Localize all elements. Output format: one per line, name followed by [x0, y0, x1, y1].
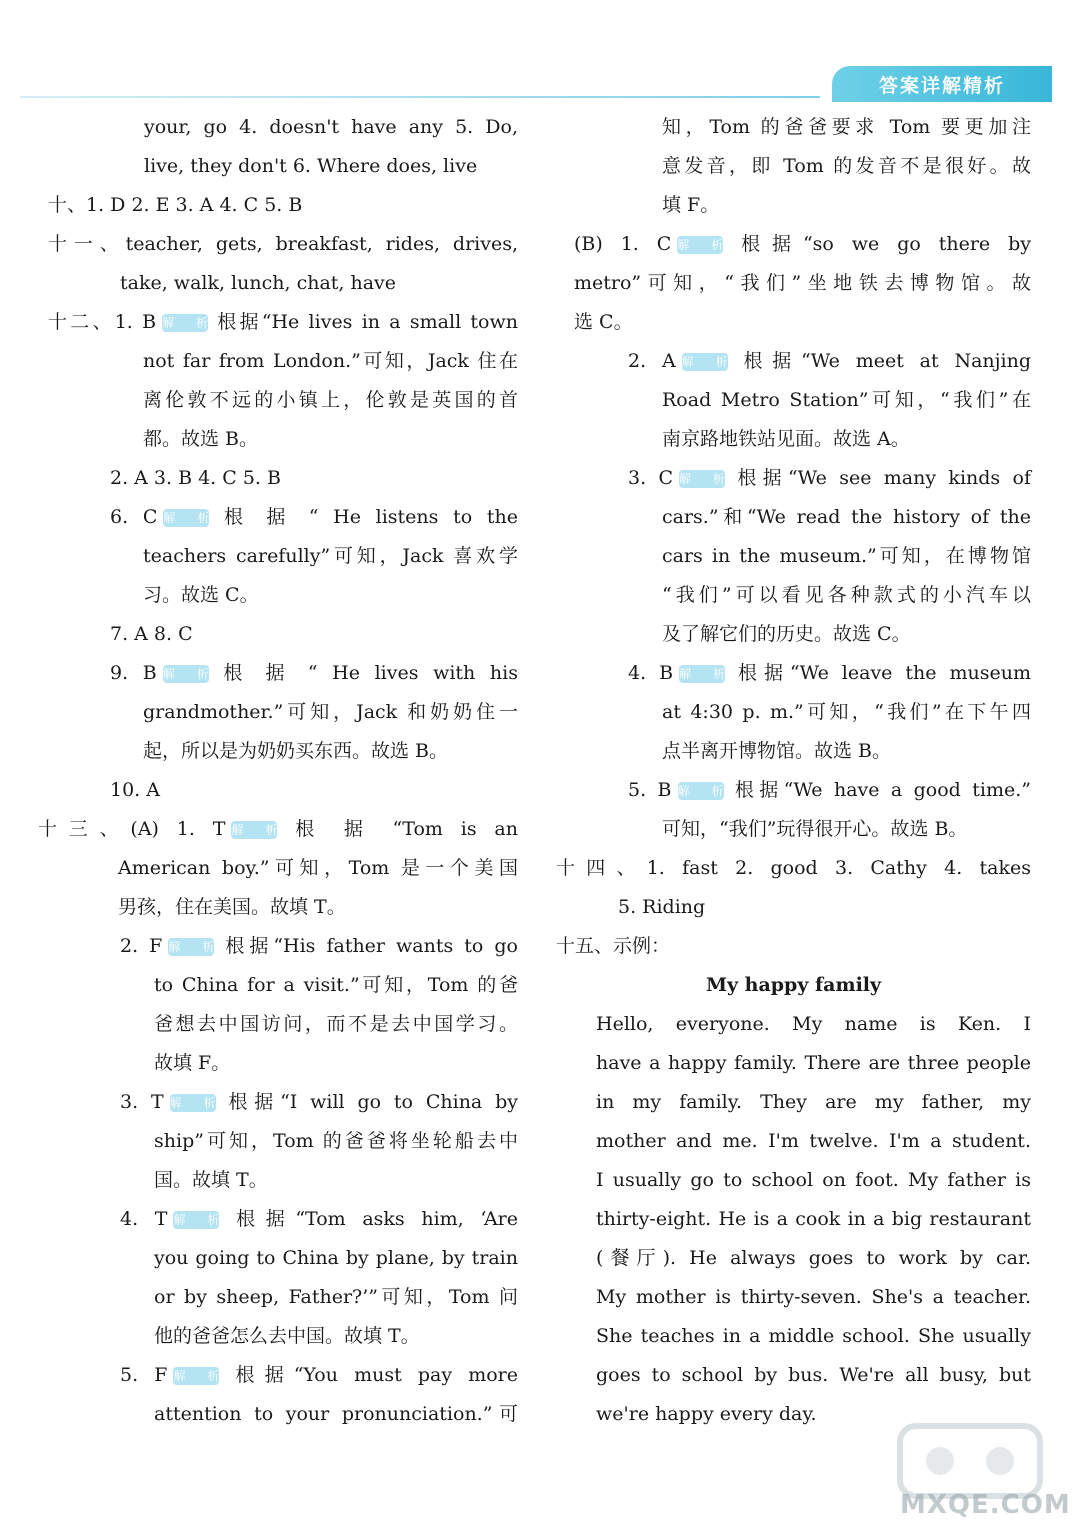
question-number: (B) 1. C	[574, 233, 672, 255]
analysis-tag: 解析	[168, 940, 215, 954]
right-answer-line: 可知，“我们”玩得很开心。故选 B。	[662, 818, 968, 840]
left-answer-line: 7. A 8. C	[110, 623, 193, 645]
analysis-text: 根据“You must pay more	[225, 1364, 518, 1386]
left-answer-line	[48, 927, 518, 966]
analysis-text: 根据“We meet at Nanjing	[733, 350, 1032, 372]
right-answer-line: (餐厅). He always goes to work by car.	[596, 1247, 1031, 1269]
right-answer-line: 南京路地铁站见面。故选 A。	[662, 428, 910, 450]
left-answer-line: 他的爸爸怎么去中国。故填 T。	[154, 1325, 420, 1347]
left-answer-line: 10. A	[110, 779, 160, 801]
watermark-text: MXQE.COM	[900, 1490, 1071, 1520]
analysis-tag: 解析	[679, 472, 726, 486]
right-answer-line: Hello, everyone. My name is Ken. I	[596, 1013, 1031, 1035]
analysis-tag: 解析	[677, 784, 724, 798]
analysis-tag: 解析	[681, 355, 728, 369]
left-answer-line: 离伦敦不远的小镇上，伦敦是英国的首	[143, 389, 518, 411]
left-answer-line	[48, 1356, 518, 1395]
right-answer-line: metro”可知，“我们”坐地铁去博物馆。故	[574, 272, 1031, 294]
question-number: 3. C	[628, 467, 674, 489]
left-answer-line	[48, 498, 518, 537]
right-answer-line: I usually go to school on foot. My father is	[596, 1169, 1031, 1191]
right-answer-line: Road Metro Station”可知，“我们”在	[662, 389, 1031, 411]
right-answer-line	[556, 771, 1031, 810]
right-answer-line: 选 C。	[574, 311, 633, 333]
essay-title: My happy family	[705, 974, 882, 996]
question-number: 十三、(A) 1. T	[38, 818, 226, 840]
right-answer-line: we're happy every day.	[596, 1403, 817, 1425]
left-answer-line: 起，所以是为奶奶买东西。故选 B。	[143, 740, 449, 762]
right-answer-line: 5. Riding	[618, 896, 706, 918]
analysis-text: 根 据 “ He listens to the	[215, 506, 518, 528]
question-number: 3. T	[120, 1091, 164, 1113]
analysis-tag: 解析	[173, 1369, 220, 1383]
right-answer-line	[556, 342, 1031, 381]
question-number: 5. F	[120, 1364, 168, 1386]
right-answer-line: at 4:30 p. m.”可知，“我们”在下午四	[662, 701, 1031, 723]
analysis-text: 根据“Tom asks him, ‘Are	[225, 1208, 519, 1230]
left-answer-line: or by sheep, Father?’”可知，Tom 问	[154, 1286, 518, 1308]
question-number: 十二、1. B	[48, 311, 157, 333]
analysis-text: 根据“I will go to China by	[221, 1091, 518, 1113]
right-answer-line: in my family. They are my father, my	[596, 1091, 1031, 1113]
analysis-text: 根据“We have a good time.”	[729, 779, 1031, 801]
analysis-tag: 解析	[679, 667, 726, 681]
right-answer-line: She teaches in a middle school. She usually	[596, 1325, 1031, 1347]
left-answer-line: 十一、teacher, gets, breakfast, rides, drives,	[48, 233, 518, 255]
left-answer-line: take, walk, lunch, chat, have	[120, 272, 397, 294]
analysis-text: 根据“He lives in a small town	[214, 311, 518, 333]
question-number: 4. T	[120, 1208, 168, 1230]
left-answer-line: grandmother.”可知，Jack 和奶奶住一	[143, 701, 518, 723]
right-answer-line: 十四、1. fast 2. good 3. Cathy 4. takes	[556, 857, 1031, 879]
question-number: 4. B	[628, 662, 674, 684]
left-answer-line: 男孩，住在美国。故填 T。	[118, 896, 346, 918]
left-answer-line: 都。故选 B。	[143, 428, 259, 450]
analysis-tag: 解析	[163, 511, 210, 525]
question-number: 2. A	[628, 350, 676, 372]
left-answer-line: 十、1. D 2. E 3. A 4. C 5. B	[48, 194, 303, 216]
right-answer-line: goes to school by bus. We're all busy, but	[596, 1364, 1031, 1386]
question-number: 6. C	[110, 506, 158, 528]
right-answer-line: thirty-eight. He is a cook in a big restaurant	[596, 1208, 1031, 1230]
left-answer-line	[38, 810, 518, 849]
left-answer-line: ship”可知，Tom 的爸爸将坐轮船去中	[154, 1130, 518, 1152]
analysis-tag: 解析	[231, 823, 278, 837]
header-rule	[20, 96, 820, 98]
right-answer-line: 点半离开博物馆。故选 B。	[662, 740, 892, 762]
left-answer-line	[48, 654, 518, 693]
left-answer-line: you going to China by plane, by train	[154, 1247, 518, 1269]
analysis-text: 根据“We leave the museum	[731, 662, 1031, 684]
analysis-tag: 解析	[173, 1213, 220, 1227]
right-answer-line: 知，Tom 的爸爸要求 Tom 要更加注	[662, 116, 1031, 138]
right-answer-line	[574, 225, 1031, 264]
analysis-tag: 解析	[162, 667, 209, 681]
right-answer-line: 及了解它们的历史。故选 C。	[662, 623, 911, 645]
left-answer-line: attention to your pronunciation.”可	[154, 1403, 518, 1425]
left-answer-line: 爸想去中国访问，而不是去中国学习。	[154, 1013, 518, 1035]
right-answer-line: My mother is thirty-seven. She's a teacher.	[596, 1286, 1031, 1308]
left-answer-line: to China for a visit.”可知，Tom 的爸	[154, 974, 518, 996]
analysis-text: 根据“His father wants to go	[220, 935, 518, 957]
right-answer-line: cars.”和“We read the history of the	[662, 506, 1031, 528]
analysis-text: 根据“We see many kinds of	[731, 467, 1031, 489]
section-header-tab: 答案详解精析	[832, 66, 1052, 102]
left-answer-line: 故填 F。	[154, 1052, 231, 1074]
analysis-text: 根 据 “ He lives with his	[214, 662, 518, 684]
analysis-tag: 解析	[677, 238, 724, 252]
question-number: 2. F	[120, 935, 163, 957]
analysis-text: 根 据 “Tom is an	[283, 818, 518, 840]
left-answer-line: your, go 4. doesn't have any 5. Do,	[144, 116, 518, 138]
right-column	[556, 108, 1031, 1434]
question-number: 5. B	[628, 779, 672, 801]
right-answer-line: cars in the museum.”可知，在博物馆	[662, 545, 1031, 567]
left-answer-line	[48, 1083, 518, 1122]
left-answer-line: 习。故选 C。	[143, 584, 259, 606]
left-column	[38, 108, 519, 1434]
right-answer-line: 十五、示例：	[556, 935, 671, 957]
analysis-text: 根据“so we go there by	[729, 233, 1031, 255]
analysis-tag: 解析	[162, 316, 209, 330]
right-answer-line: mother and me. I'm twelve. I'm a student.	[596, 1130, 1031, 1152]
right-answer-line: 意发音，即 Tom 的发音不是很好。故	[662, 155, 1031, 177]
right-answer-line	[556, 459, 1031, 498]
right-answer-line: have a happy family. There are three people	[596, 1052, 1031, 1074]
analysis-tag: 解析	[169, 1096, 216, 1110]
left-answer-line: American boy.”可知，Tom 是一个美国	[118, 857, 518, 879]
right-answer-line: “我们”可以看见各种款式的小汽车以	[662, 584, 1031, 606]
right-answer-line: 填 F。	[662, 194, 720, 216]
left-answer-line: 国。故填 T。	[154, 1169, 268, 1191]
left-answer-line: teachers carefully”可知，Jack 喜欢学	[143, 545, 518, 567]
left-answer-line	[48, 303, 518, 342]
question-number: 9. B	[110, 662, 157, 684]
left-answer-line: 2. A 3. B 4. C 5. B	[110, 467, 281, 489]
left-answer-line: live, they don't 6. Where does, live	[144, 155, 478, 177]
left-answer-line: not far from London.”可知，Jack 住在	[143, 350, 518, 372]
left-answer-line	[48, 1200, 518, 1239]
right-answer-line	[556, 654, 1031, 693]
